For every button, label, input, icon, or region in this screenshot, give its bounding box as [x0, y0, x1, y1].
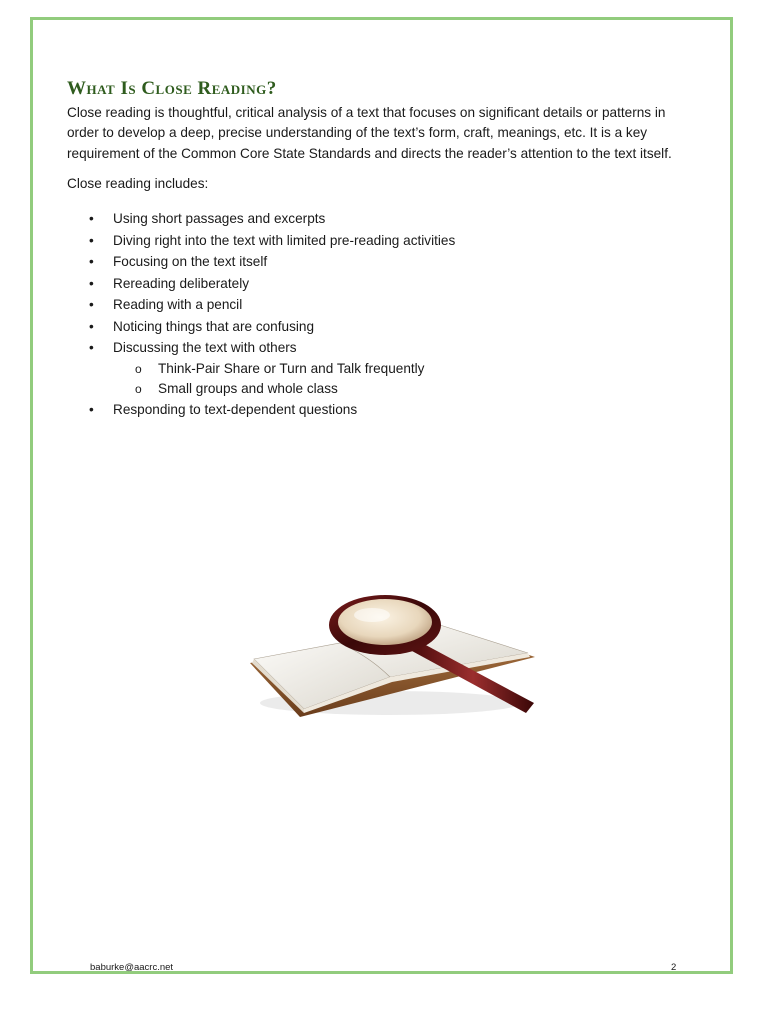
bullet-marker: •: [89, 297, 94, 313]
list-item-label: Reading with a pencil: [113, 297, 243, 313]
sub-list-item-label: Think-Pair Share or Turn and Talk frequently: [158, 360, 425, 376]
definition-paragraph: Close reading is thoughtful, critical analysis of a text that focuses on significant details or patterns in order to develop a deep, precise understanding of the text’s form, craft, meanings, etc. It is a key requirement of the Common Core State Standards and directs the reader’s attention to the text itself.: [67, 105, 672, 161]
sub-bullet-marker: o: [135, 361, 142, 376]
sub-list-item: [113, 379, 677, 399]
list-item: [67, 230, 677, 252]
list-item-label: Responding to text-dependent questions: [113, 401, 358, 417]
sub-list: [113, 359, 677, 399]
bullet-marker: •: [89, 275, 94, 291]
list-item: [67, 208, 677, 230]
list-item: [67, 399, 677, 421]
list-item-label: Noticing things that are confusing: [113, 318, 315, 334]
list-item: [67, 251, 677, 273]
list-item: [67, 337, 677, 399]
bullet-marker: •: [89, 232, 94, 248]
list-item-label: Rereading deliberately: [113, 275, 250, 291]
sub-bullet-marker: o: [135, 381, 142, 396]
list-item: [67, 316, 677, 338]
bullet-marker: •: [89, 254, 94, 270]
sub-list-item-label: Small groups and whole class: [158, 380, 338, 396]
page-number: 2: [671, 962, 677, 973]
page-title: What Is Close Reading?: [67, 78, 277, 99]
sub-list-item: [113, 359, 677, 379]
list-item-label: Discussing the text with others: [113, 340, 297, 356]
list-item: [67, 273, 677, 295]
magnifying-glass-over-book-icon: [240, 585, 540, 725]
list-item: [67, 294, 677, 316]
bullet-marker: •: [89, 318, 94, 334]
page-content: [67, 78, 677, 420]
includes-intro: Close reading includes:: [67, 175, 209, 191]
bullet-marker: •: [89, 401, 94, 417]
footer-email: baburke@aacrc.net: [90, 962, 174, 973]
bullet-marker: •: [89, 340, 94, 356]
bullet-marker: •: [89, 211, 94, 227]
list-item-label: Focusing on the text itself: [113, 254, 268, 270]
list-item-label: Diving right into the text with limited pre-reading activities: [113, 232, 456, 248]
close-reading-list: [67, 208, 677, 420]
list-item-label: Using short passages and excerpts: [113, 211, 326, 227]
